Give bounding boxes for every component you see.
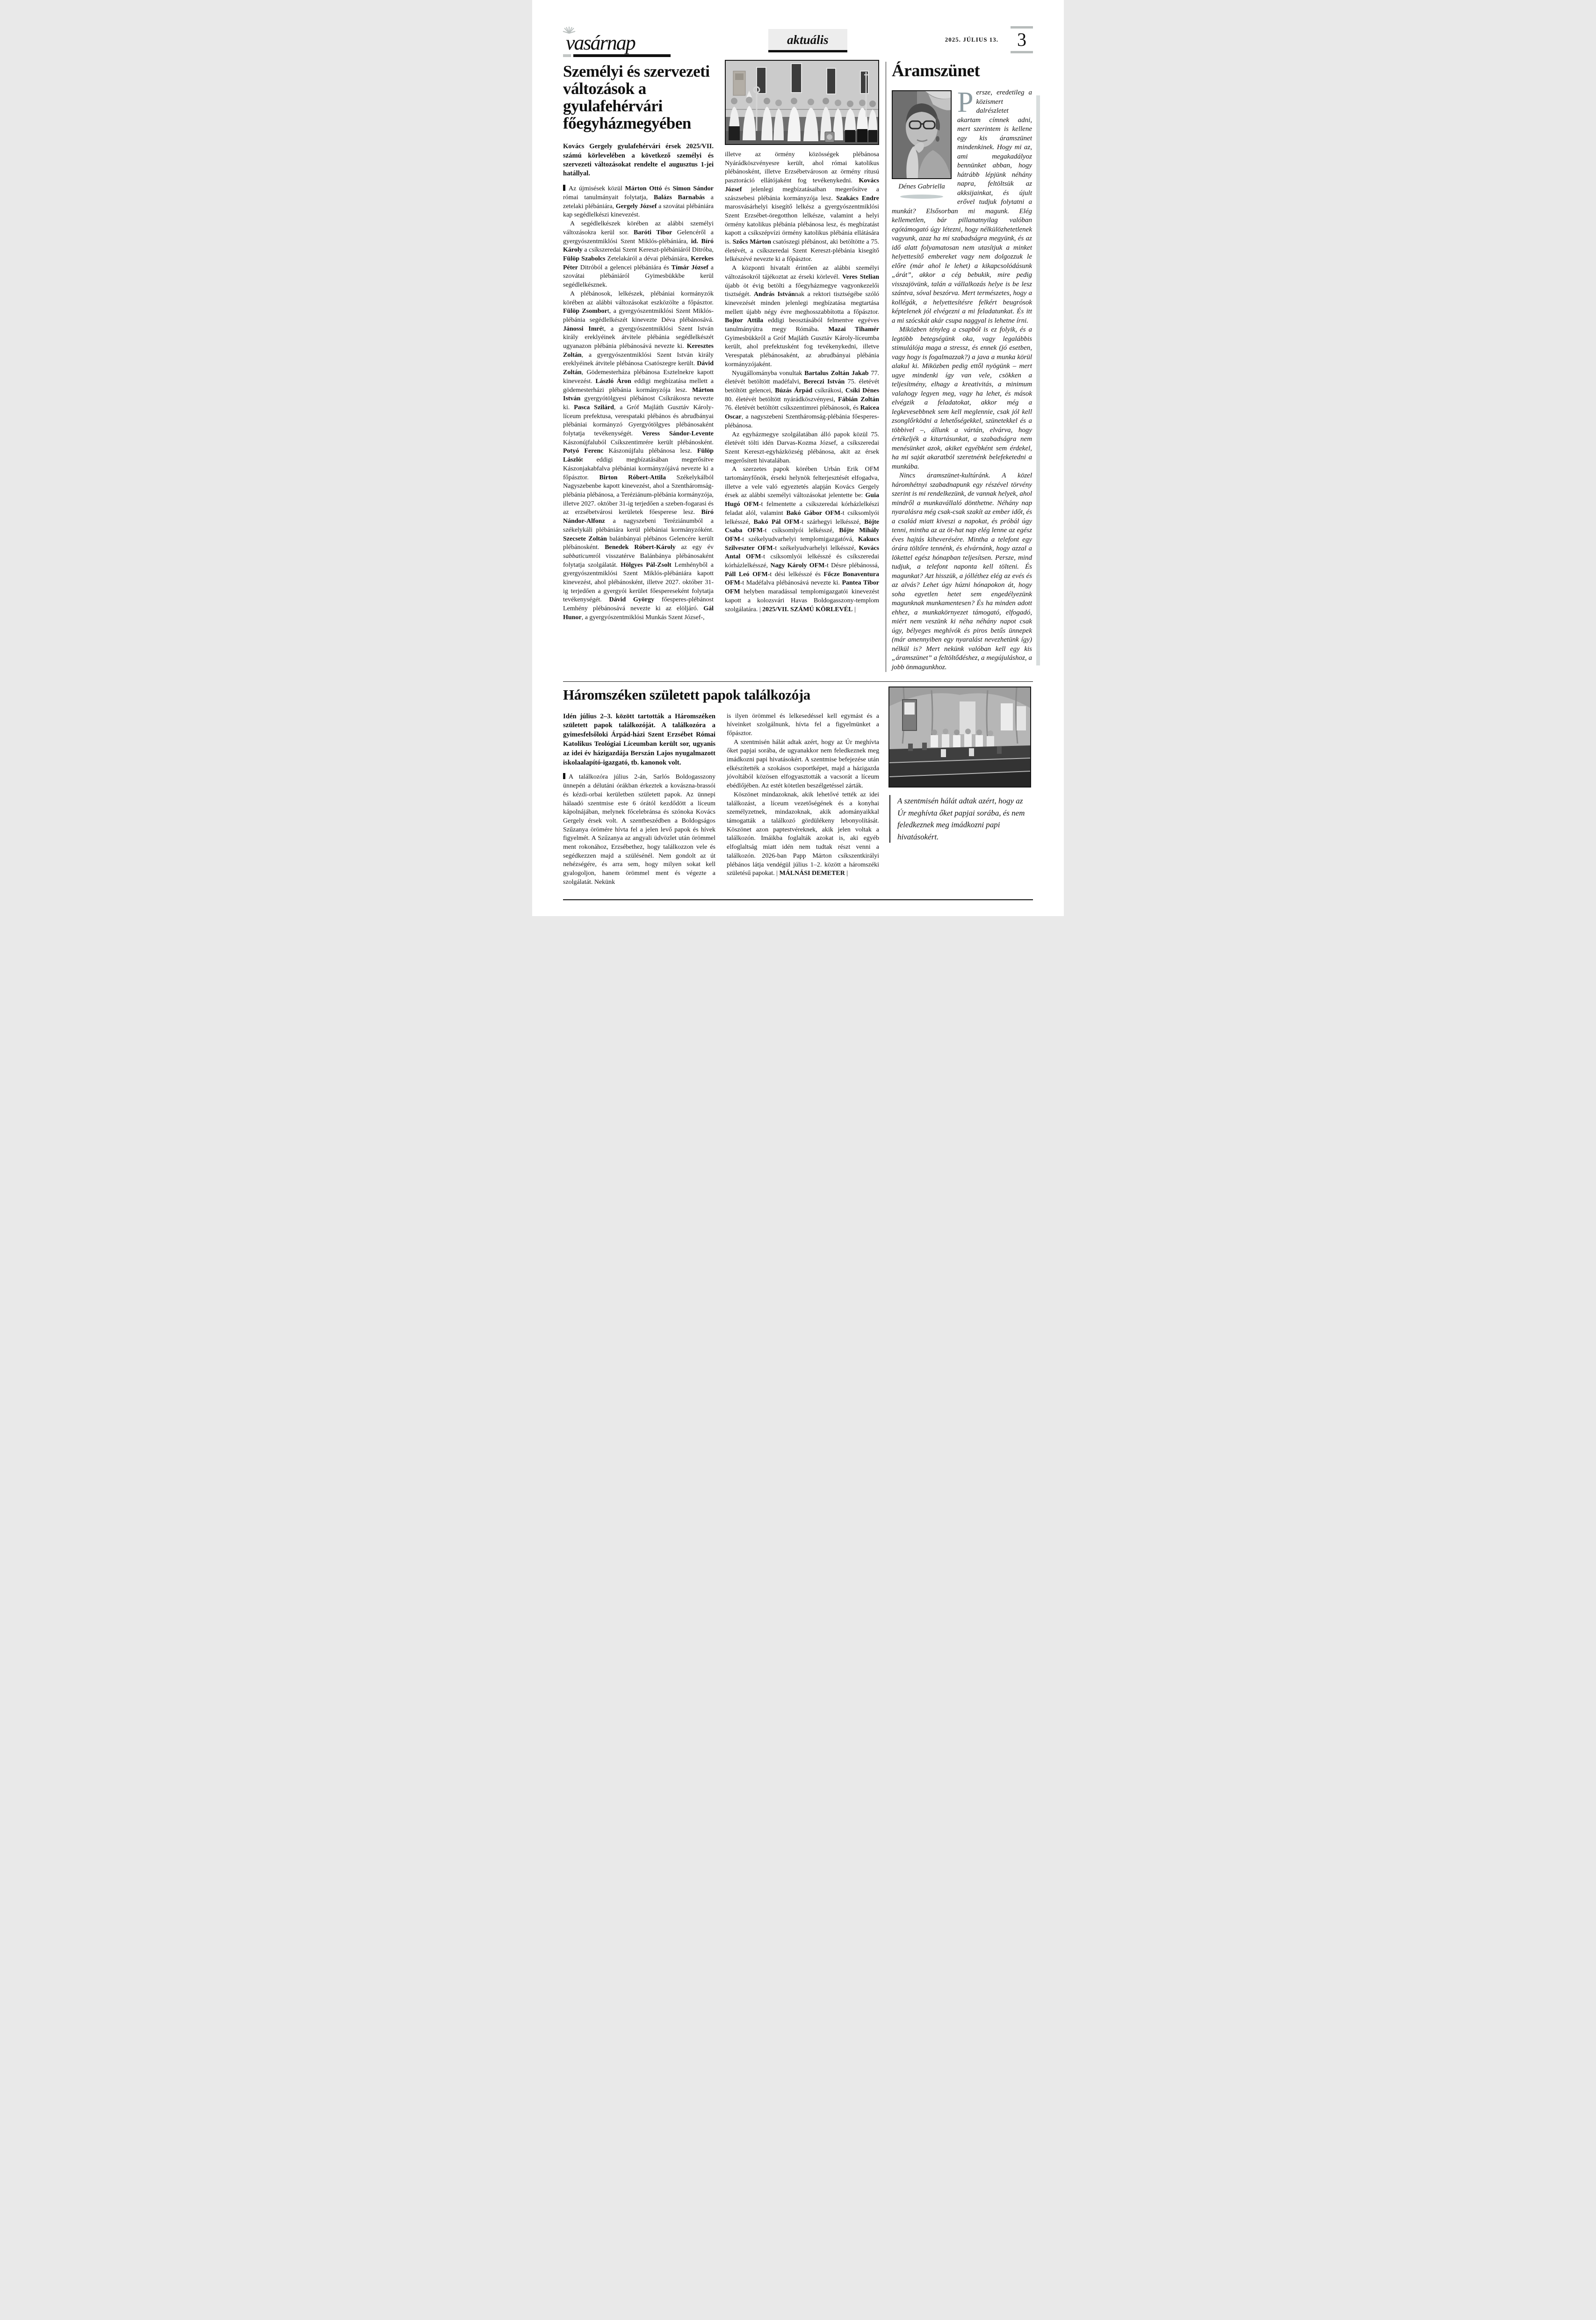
page-number-block xyxy=(1011,26,1033,53)
paragraph-marker xyxy=(563,185,565,191)
paragraph: A szerzetes papok körében Urbán Erik OFM tartományfőnök, érseki helynök felterjesztését elfogadva, illetve a vele való egyeztetés alapján Kovács Gergely érsek az alábbi személyi változásokat jelentette be: Guia Hugó OFM-t felmentette a csíkszeredai kórházlelkészi feladat alól, valamint Bakó Gábor OFM-t csíksomlyói lelkésszé, Bakó Pál OFM-t szárhegyi lelkésszé, Böjte Csaba OFM-t csíksomlyói lelkésszé, Bőjte Mihály OFM-t székelyudvarhelyi templomigazgatóvá, Kakucs Szilveszter OFM-t székelyudvarhelyi lelkésszé, Kovács Antal OFM-t csíksomlyói lelkésszé és csíkszeredai kórházlelkésszé, Nagy Károly OFM-t Désre plébánossá, Páll Leó OFM-t dési lelkésszé és Főcze Bonaventura OFM-t Madéfalva plébánosává nevezte ki. Pantea Tibor OFM helyben maradással templomigazgatói kinevezést kapott a kolozsvári Havas Boldogasszony-templom szolgálatára. | 2025/VII. SZÁMÚ KÖRLEVÉL | xyxy=(725,466,880,613)
paragraph: is ilyen örömmel és lelkesedéssel kell egymást és a híveinket szolgálnunk, hívta fel a figyelmünket a főpásztor. xyxy=(727,712,879,737)
section-divider-rule xyxy=(563,681,1033,682)
masthead-underline xyxy=(563,54,671,57)
main-column-2 xyxy=(725,60,879,672)
section-label: aktuális xyxy=(787,33,829,47)
author-photo-block xyxy=(892,90,952,199)
bottom-lead: Idén július 2–3. között tartották a Háromszéken született papok találkozóját. A találkozóra a gyimesfelsőloki Árpád-házi Szent Erzsébet Római Katolikus Teológiai Líceumban került sor, ugyanis az idei év házigazdája Berszán Lajos nyugalmazott iskolaalapító-igazgató, tb. kanonok volt. xyxy=(563,712,715,766)
author-name: Dénes Gabriella xyxy=(898,183,945,190)
main-headline: Személyi és szervezeti változások a gyulafehérvári főegyházmegyében xyxy=(563,62,710,133)
drop-cap: P xyxy=(957,87,974,118)
header-right xyxy=(945,26,1033,53)
newspaper-page xyxy=(532,0,1064,916)
section-label-box xyxy=(768,29,847,52)
main-article-section xyxy=(563,60,1033,672)
paragraph: A szentmisén hálát adtak azért, hogy az Úr meghívta őket papjai sorába, de ugyanakkor nem feledkeznek meg imádkozni papi hivatásokért. A szentmise befejezése után elkészítették a szokásos csoportképet, majd a házigazda jóvoltából közösen elfogyasztották a vacsorát a líceum ebédlőjében. Az estét kötetlen beszélgetéssel zárták. xyxy=(727,738,879,790)
main-lead: Kovács Gergely gyulafehérvári érsek 2025/VII. számú körlevelében a következő személyi és szervezeti változásokat rendelte el augusztus 1-jei hatállyal. xyxy=(563,143,714,178)
paragraph: Nincs áramszünet-kultúránk. A közel háromhétnyi szabadnapunk egy részével törvény szerint is mi rendelkezünk, de vannak helyek, ahol mindről a munkavállaló dönthetne. Néhány nap nyaralásra még csak-csak szakít az ember időt, és a család miatt kiveszi a napokat, és próbál úgy tenni, mintha az az öt-hat nap elég lenne az egész éves hajtás kiheverésére. Mintha a telefont egy órára töltőre tennénk, és elvárnánk, hogy azzal a lökettel egész hónapban teljesítsen. Persze, mind tudjuk, a telefont naponta kell tölteni. És magunkat? Azt hisszük, a jólléthez elég az evés és az alvás? Lehet úgy húzni hónapokon át, hogy soha egyetlen hetet sem engedélyezünk magunknak munkamentesen? És ha minden adott ehhez, a munkakörnyezet támogató, elfogadó, miért nem veszünk ki néha néhány napot csak úgy, bélyeges meghívók és piros betűs ünnepek (már amennyiben egy nyaralást nevezhetünk így) nélkül is? Mert nekünk valóban kell egy kis „áramszünet” a feltöltődéshez, a megújuláshoz, a jobb önmagunkhoz. xyxy=(892,472,1032,671)
bottom-column-1 xyxy=(563,712,715,887)
main-col2 xyxy=(725,151,879,614)
page-bottom-rule xyxy=(563,899,1033,900)
opinion-column xyxy=(892,60,1034,672)
paragraph: A találkozóra július 2-án, Sarlós Boldogasszony ünnepén a délutáni órákban érkeztek a kovászna-brassói és kézdi-orbai kerületben született papok. Az ünnepi hálaadó szentmise este 6 órától kezdődött a líceum kápolnájában, melynek főcelebránsa és szónoka Kovács Gergely érsek volt. A szentbeszédben a Boldogságos Szűzanya örömére hívta fel a jelen levő papok és hívek figyelmét. A Szűzanya az angyali üdvözlet után örömmel ment rokonához, Erzsébethez, hogy találkozzon vele és segédkezzen majd a szülésénél. Nem gondolt az út nehézségére, és arra sem, hogy milyen sokat kell gyalogoljon, hanem örömmel ment és végezte a szolgálatát. Nekünk xyxy=(563,773,715,886)
paragraph: A segédlelkészek körében az alábbi személyi változásokra kerül sor. Baróti Tibor Gelencéről a gyergyószentmiklósi Szent Miklós-plébániára, id. Bíró Károly a csíkszeredai Szent Kereszt-plébániáról Ditróba, Fülöp Szabolcs Zetelakáról a dévai plébániára, Kerekes Péter Ditróból a gelencei plébániára és Tímár József a szovátai plébániáról Gyimesbükkbe kerül segédlelkésznek. xyxy=(563,220,714,289)
starburst-icon xyxy=(562,26,576,40)
photo-caption: A szentmisén hálát adtak azért, hogy az Úr meghívta őket papjai sorába, és nem feledkeznek meg imádkozni papi hivatásokért. xyxy=(889,795,1031,843)
page-number-bar-bottom xyxy=(1011,51,1033,53)
bottom-column-2 xyxy=(727,712,879,887)
opinion-title: Áramszünet xyxy=(892,61,980,80)
paragraph: Az újmisések közül Márton Ottó és Simon Sándor római tanulmányait folytatja, Balázs Barnabás a zetelaki plébániára, Gergely József a szovátai plébániára kap segédlelkészi kinevezést. xyxy=(563,185,714,219)
paragraph: A plébánosok, lelkészek, plébániai kormányzók körében az alábbi változásokat eszközölte a főpásztor. Fülöp Zsombort, a gyergyószentmiklósi Szent Miklós-plébánia segédlelkészét kinevezte Déva plébánosává. Jánossi Imrét, a gyergyószentmiklósi Szent István király ereklyéinek átvitele plébánia segédlelkészét ugyanazon plébánia plébánosává nevezte ki. Keresztes Zoltán, a gyergyószentmiklósi Szent István király ereklyéinek átvitele plébánosa Csatószegre került. Dávid Zoltán, Gödemesterháza plébánosa Esztelnekre kapott kinevezést. László Áron eddigi megbízatása mellett a gödemesterházi plébánia kormányzója lesz. Márton István gyergyótölgyesi plébánost Csíkrákosra nevezte ki. Pasca Szilárd, a Gróf Majláth Gusztáv Károly-líceum prefektusa, verespataki plébános és abrudbányai plébániai kormányzó Gyergyótölgyes plébánosaként folytatja tevékenységét. Veress Sándor-Levente Kászonújfaluból Csíkszentimrére került plébánosként. Potyó Ferenc Kászonújfalu plébánosa lesz. Fülöp Lászlót eddigi megbízatásában megerősítve Kászonjakabfalva plébániai kormányzójává nevezte ki a főpásztor. Birton Róbert-Attila Székelykálból Nagyszebenbe kapott kinevezést, ahol a Szentháromság-plébánia plébánosa, a Teréziánum-plébánia kormányzója, illetve 2027. október 31-ig terjedően a szeben-fogarasi és az erzsébetvárosi kerületek főesperese lesz. Bíró Nándor-Alfonz a nagyszebeni Teréziánumból a székelykáli plébániára kerül plébániai kormányzóként. Szecsete Zoltán balánbányai plébános Gelencére került plébánosként. Benedek Róbert-Károly az egy év sabbaticumról visszatérve Balánbánya plébánosaként folytatja szolgálatát. Hölgyes Pál-Zsolt Lemhényből a gyergyószentmiklósi Szent Miklós-plébániára kapott kinevezést, ahol plébánosként, illetve 2027. október 31-ig terjedően a gyergyói kerület főespereseként folytatja tevékenységét. Dávid György főesperes-plébánost Lemhény plébánosává nevezte ki az elöljáró. Gál Hunor, a gyergyószentmiklósi Munkás Szent József-, xyxy=(563,290,714,621)
paragraph: Miközben tényleg a csapból is ez folyik, és a legtöbb betegségünk oka, vagy legalábbis stimulálója maga a stressz, és ennek (jó esetben, vagy hogy is fogalmazzak?) a java a munka körül alakul ki. Miközben pedig ettől nyögünk – mert ugye mindenki így van vele, csökken a teljesítmény, elhagy a kreativitás, a minimum valahogy legyen meg, vagy ha lehet, és mások elvégzik a feladatokat, akkor még a legkevesebbnek sem kell meglennie, csak jól kell zsonglőrködni a lehetőségekkel, szünetekkel és a többivel –, állunk a vártán, elvárva, hogy értékeljék a kitartásunkat, a szabadságra nem menésünket azok, akiket egyébként sem érdekel, ha mi saját akaratból szeretnénk belefeketedni a munkába. xyxy=(892,326,1032,470)
paragraph: illetve az örmény közösségek plébánosa Nyárádköszvényesre került, ahol római katolikus plébánosként, illetve Erzsébetvároson az örmény rítusú pasztoráció ellátójaként fog tevékenykedni. Kovács József jelenlegi megbízatásaiban megerősítve a szászsebesi plébánia kormányzója lesz. Szakács Endre marosvásárhelyi kisegítő lelkész a gyergyószentmiklósi Szent Erzsébet-öregotthon lelkésze, valamint a helyi örmény katolikus plébánia plébánosa lesz, és megbízatást kapott a csíkszépvízi örmény katolikus plébánia ellátására is. Szőcs Márton csatószegi plébánost, aki betöltötte a 75. életévét, a csíkszeredai Szent Kereszt-plébánia kisegítő lelkészévé nevezte ki a főpásztor. xyxy=(725,151,879,263)
bottom-article-section xyxy=(563,687,1033,887)
paragraph: Az egyházmegye szolgálatában álló papok közül 75. életévét tölti idén Darvas-Kozma József, a csíkszeredai Szent Kereszt-egyházközség plébánosa, akit az érsek megerősített hivatalában. xyxy=(725,431,879,464)
opinion-first-text: ersze, eredetileg a közismert dalrészletet akartam címnek adni, mert szerintem is kellene egy kis áramszünet mindenkinek. Hogy mi az, ami megakadályoz bennünket abban, hogy hátrább lépjünk néhány napra, feltöltsük az akksijainkat, és újult erővel tudjuk folytatni a munkát? Elsősorban mi magunk. Elég kellemetlen, bár pillanatnyilag valóban egótámogató úgy létezni, hogy nélkülözhetetlenek vagyunk, azaz ha mi szabadságra megyünk, és az idő alatt folyamatosan nem utasítjuk a minket helyettesítő embereket vagy nem dolgozzuk le előre (már ahol le lehet) a kikapcsolódásunk „árát”, akkor a cég bebukik, mire pedig visszajövünk, talán a vállalkozás helye is be lesz szántva, sóval beszórva. Mert természetes, hogy a kollégák, a helyettesítésre felkért beugrósok képtelenek jól elvégezni a mi feladatunkat. És itt a mi szócskát akár csupa naggyal is lehetne írni. xyxy=(892,89,1032,325)
masthead-logo xyxy=(563,33,671,57)
page-header xyxy=(563,12,1033,57)
issue-date: 2025. JÚLIUS 13. xyxy=(945,36,998,43)
main-column-1 xyxy=(563,60,714,672)
page-number-bar-top xyxy=(1011,26,1033,29)
masthead-title: vasárnap xyxy=(566,31,635,54)
page-number: 3 xyxy=(1017,29,1026,50)
main-col1 xyxy=(563,185,714,622)
bottom-col1 xyxy=(563,773,715,887)
bottom-article-right xyxy=(888,687,1031,887)
bottom-headline: Háromszéken született papok találkozója xyxy=(563,687,810,703)
bottom-col2 xyxy=(727,712,879,878)
opinion-paragraphs xyxy=(892,325,1032,672)
paragraph: Köszönet mindazoknak, akik lehetővé tették az idei találkozást, a líceum vezetőségének és a konyhai személyzetnek, mindazoknak, akik adományaikkal támogatták a találkozó gördülékeny lebonyolítását. Köszönet azon paptestvéreknek, akik jelen voltak a találkozón. Imáikba foglalták azokat is, aki egyéb elfoglaltság miatt idén nem tudtak részt venni a találkozón. 2026-ban Papp Márton csíkszentkirályi plébános látja vendégül július 1–2. között a háromszéki születésű papokat. | MÁLNÁSI DEMETER | xyxy=(727,791,879,877)
paragraph-marker xyxy=(563,773,565,779)
paragraph: A központi hivatalt érintően az alábbi személyi változásokról tájékoztat az érseki körlevél. Veres Stelian újabb öt évig betölti a főegyházmegye vagyonkezelői tisztségét. András Istvánnak a rektori tisztségébe szóló kinevezését minden jelenlegi megbízatása megtartása mellett újabb négy évre meghosszabbította a főpásztor. Bojtor Attila eddigi beosztásából felmentve egyéves tanulmányútra megy Rómába. Mazai Tihamér Gyimesbükkről a Gróf Majláth Gusztáv Károly-líceumba került, ahol prefektusként fog tevékenykedni, illetve Verespatak plébánosaként, az abrudbányai plébánia kormányzójaként. xyxy=(725,265,880,368)
author-photo xyxy=(892,90,952,179)
author-shadow-ellipse xyxy=(900,195,943,199)
paragraph: Nyugállományba vonultak Bartalus Zoltán Jakab 77. életévét betöltött madéfalvi, Bereczi István 75. életévét betöltött gelencei, Búzás Árpád csíkrákosi, Csíki Dénes 80. életévét betöltött nyárádköszvényesi, Fábián Zoltán 76. életévét betöltött csíkszentimrei plébánosok, és Raicea Oscar, a nagyszebeni Szentháromság-plébánia főesperes-plébánosa. xyxy=(725,369,880,429)
group-photo xyxy=(888,687,1031,788)
bottom-article-left xyxy=(563,687,879,887)
procession-photo xyxy=(725,60,879,145)
opinion-decor-bar xyxy=(1036,95,1040,665)
